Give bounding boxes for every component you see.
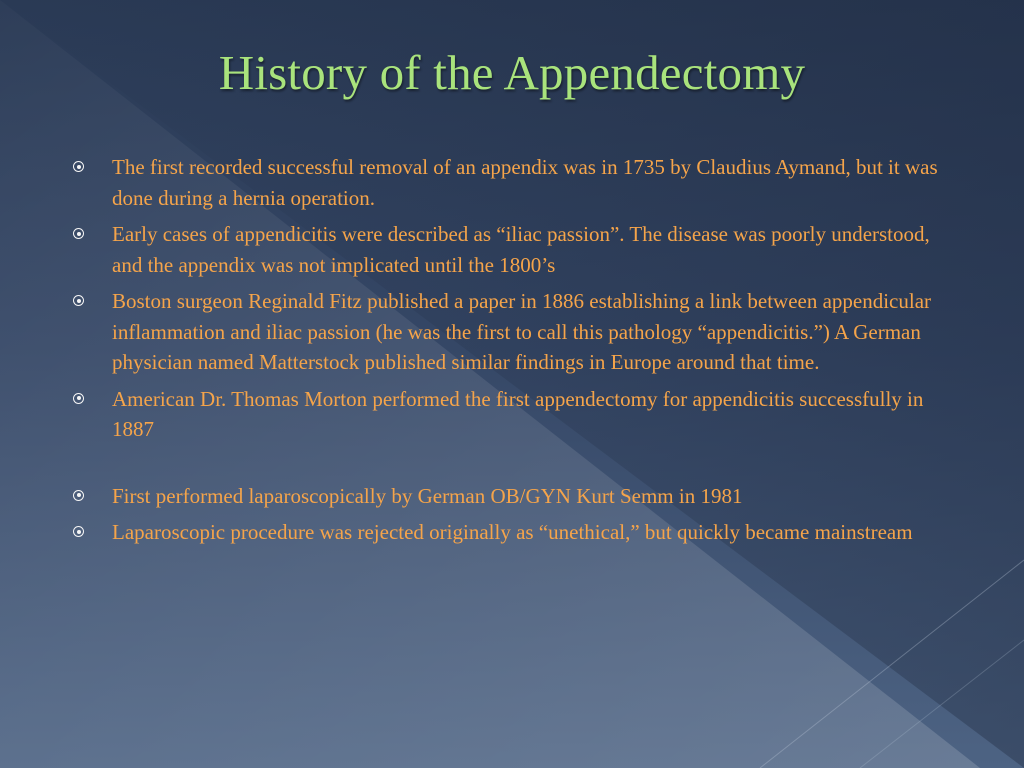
list-item bbox=[70, 384, 960, 445]
list-item bbox=[70, 481, 960, 512]
circled-dot-icon bbox=[73, 526, 84, 537]
bullet-text: Boston surgeon Reginald Fitz published a paper in 1886 establishing a link between appendicular inflammation and iliac passion (he was the first to call this pathology “appendicitis.”) A German physician named Matterstock published similar findings in Europe around that time. bbox=[112, 289, 932, 374]
list-item bbox=[70, 219, 960, 280]
circled-dot-icon bbox=[73, 161, 84, 172]
bullet-text: The first recorded successful removal of an appendix was in 1735 by Claudius Aymand, but it was done during a hernia operation. bbox=[112, 155, 938, 210]
slide-title: History of the Appendectomy bbox=[218, 45, 806, 100]
list-item bbox=[70, 286, 960, 378]
circled-dot-icon bbox=[73, 490, 84, 501]
bullet-text: Laparoscopic procedure was rejected originally as “unethical,” but quickly became mainstream bbox=[112, 520, 913, 544]
bullet-text: First performed laparoscopically by German OB/GYN Kurt Semm in 1981 bbox=[112, 483, 743, 508]
bullet-list bbox=[70, 152, 960, 554]
list-item bbox=[70, 152, 960, 213]
circled-dot-icon bbox=[73, 228, 84, 239]
list-item bbox=[70, 517, 960, 548]
bullet-text: American Dr. Thomas Morton performed the first appendectomy for appendicitis successfully in 1887 bbox=[112, 386, 924, 441]
circled-dot-icon bbox=[73, 393, 84, 404]
bullet-text: Early cases of appendicitis were described as “iliac passion”. The disease was poorly understood, and the appendix was not implicated until the 1800’s bbox=[112, 222, 930, 277]
circled-dot-icon bbox=[73, 295, 84, 306]
